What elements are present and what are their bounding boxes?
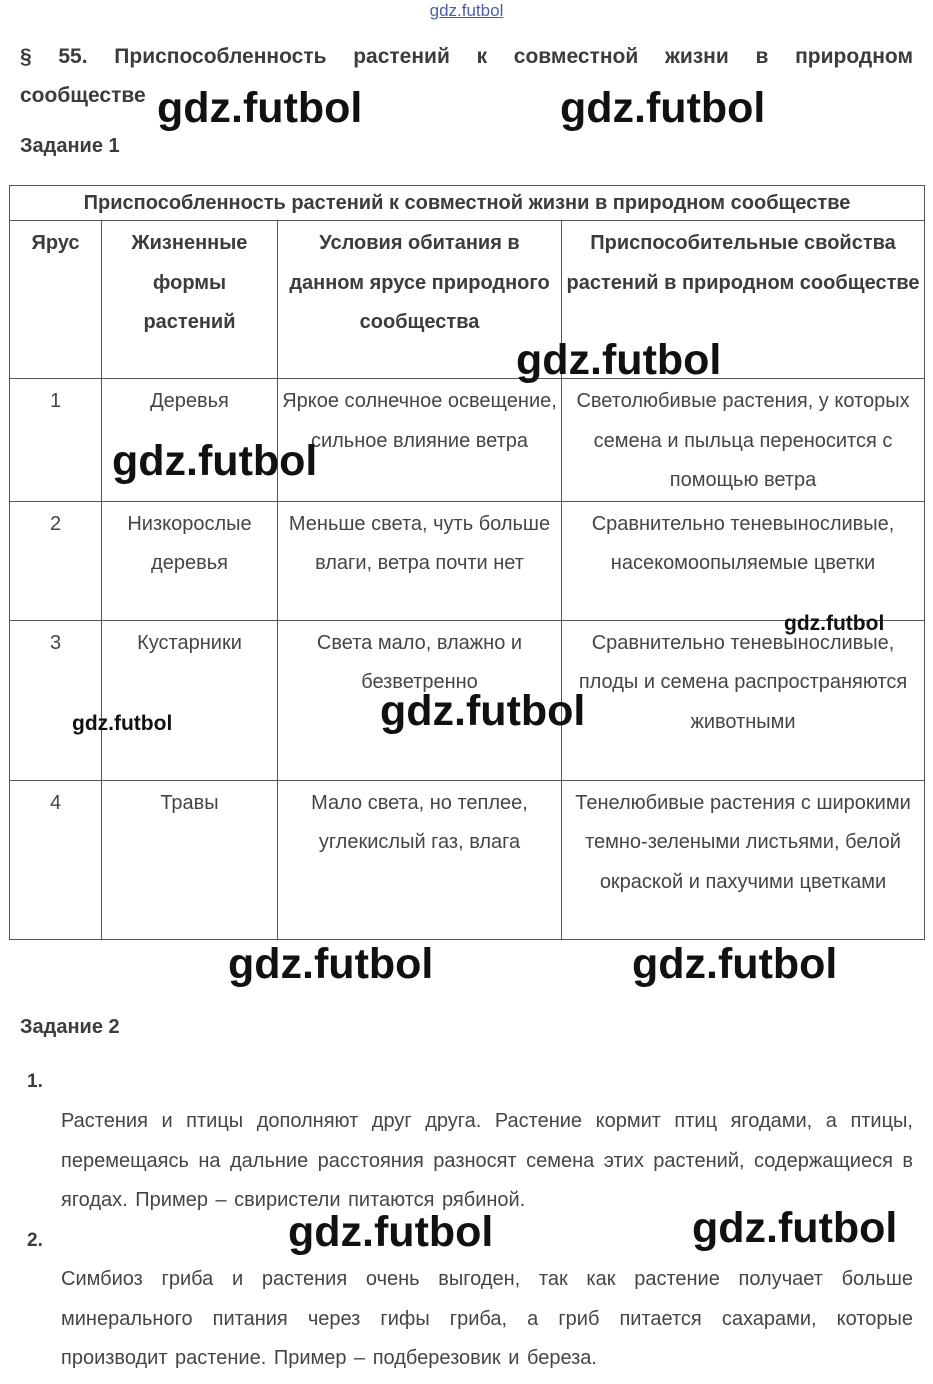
task1-title: Задание 1 (20, 135, 120, 157)
watermark: gdz.futbol (288, 1208, 494, 1256)
cell-life-form: Травы (102, 780, 278, 939)
item-number: 2. (27, 1230, 43, 1251)
cell-adaptations: Сравнительно теневыносливые, насекомоопыляемые цветки (562, 501, 925, 620)
table-row (10, 501, 925, 620)
cell-life-form: Кустарники (102, 620, 278, 780)
watermark: gdz.futbol (516, 336, 722, 384)
cell-conditions: Света мало, влажно и безветренно (278, 620, 562, 780)
adaptation-table (9, 185, 925, 940)
item-number: 1. (27, 1071, 43, 1092)
header-conditions: Условия обитания в данном ярусе природного сообщества (278, 221, 562, 379)
watermark: gdz.futbol (157, 84, 363, 132)
cell-life-form: Деревья (102, 379, 278, 502)
watermark: gdz.futbol (632, 940, 838, 988)
watermark: gdz.futbol (380, 687, 586, 735)
watermark: gdz.futbol (72, 712, 173, 735)
watermark: gdz.futbol (228, 940, 434, 988)
watermark: gdz.futbol (784, 612, 885, 635)
table-caption-row (10, 186, 925, 221)
cell-adaptations: Тенелюбивые растения с широкими темно-зелеными листьями, белой окраской и пахучими цветками (562, 780, 925, 939)
header-life-forms: Жизненные формы растений (102, 221, 278, 379)
cell-life-form: Низкорослые деревья (102, 501, 278, 620)
answer-paragraph: Растения и птицы дополняют друг друга. Растение кормит птиц ягодами, а птицы, перемещаясь на дальние расстояния разносят семена этих растений, содержащиеся в ягодах. Пример – свиристели питаются рябиной. (61, 1110, 913, 1211)
table-caption: Приспособленность растений к совместной жизни в природном сообществе (10, 186, 925, 221)
cell-adaptations: Светолюбивые растения, у которых семена и пыльца переносится с помощью ветра (562, 379, 925, 502)
answer-paragraph: Симбиоз гриба и растения очень выгоден, так как растение получает больше минерального питания через гифы гриба, а гриб питается сахарами, которые производит растение. Пример – подберезовик и береза. (61, 1268, 913, 1369)
task2-title: Задание 2 (20, 1016, 120, 1038)
cell-tier: 1 (10, 379, 102, 502)
cell-tier: 4 (10, 780, 102, 939)
table-header-row (10, 221, 925, 379)
cell-tier: 2 (10, 501, 102, 620)
page-heading: § 55. Приспособленность растений к совместной жизни в природном сообществе (20, 45, 913, 107)
cell-adaptations: Сравнительно теневыносливые, плоды и семена распространяются животными (562, 620, 925, 780)
cell-conditions: Мало света, но теплее, углекислый газ, влага (278, 780, 562, 939)
cell-conditions: Меньше света, чуть больше влаги, ветра почти нет (278, 501, 562, 620)
cell-tier: 3 (10, 620, 102, 780)
header-tier: Ярус (10, 221, 102, 379)
watermark: gdz.futbol (692, 1204, 898, 1252)
header-adaptations: Приспособительные свойства растений в природном сообществе (562, 221, 925, 379)
watermark: gdz.futbol (560, 84, 766, 132)
cell-conditions: Яркое солнечное освещение, сильное влияние ветра (278, 379, 562, 502)
table-row (10, 780, 925, 939)
watermark: gdz.futbol (112, 437, 318, 485)
top-watermark: gdz.futbol (429, 1, 504, 20)
